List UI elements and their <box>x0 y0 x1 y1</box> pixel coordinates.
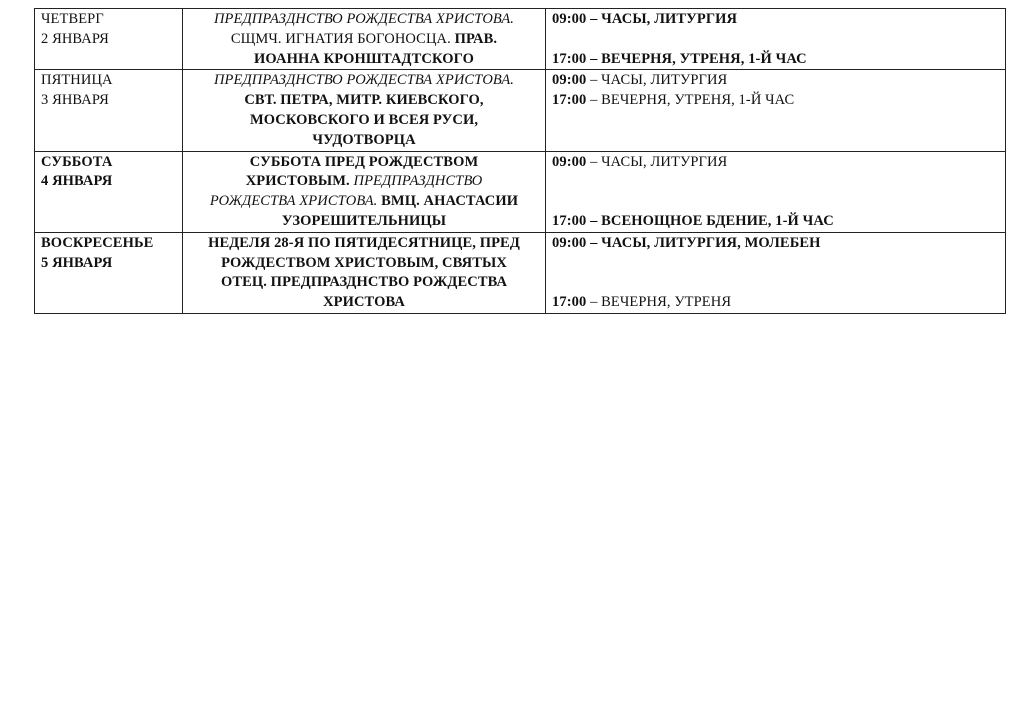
feast-text: ХРИСТОВЫМ. <box>245 173 350 190</box>
feast-line: ЧУДОТВОРЦА <box>312 131 416 148</box>
services-cell <box>546 9 1006 70</box>
service-time: 17:00 <box>552 212 587 229</box>
date-label: 2 ЯНВАРЯ <box>41 30 109 47</box>
feast-line: ОТЕЦ. ПРЕДПРАЗДНСТВО РОЖДЕСТВА <box>220 274 508 291</box>
feast-text: СЩМЧ. ИГНАТИЯ БОГОНОСЦА. <box>230 30 451 47</box>
feast-text: РОЖДЕСТВА ХРИСТОВА. <box>209 193 378 210</box>
feast-line: РОЖДЕСТВОМ ХРИСТОВЫМ, СВЯТЫХ <box>221 254 507 271</box>
service-time: 09:00 <box>552 72 587 89</box>
services-cell <box>546 70 1006 151</box>
weekday-label: СУББОТА <box>41 153 113 170</box>
service-time: 17:00 <box>552 92 587 109</box>
feast-cell <box>183 9 546 70</box>
day-cell <box>35 232 183 313</box>
feast-text: ПРЕДПРАЗДНСТВО <box>353 173 483 190</box>
date-label: 4 ЯНВАРЯ <box>41 173 113 190</box>
day-cell <box>35 9 183 70</box>
service-description: – ВЕЧЕРНЯ, УТРЕНЯ, 1-Й ЧАС <box>590 92 795 109</box>
morning-service <box>552 10 999 30</box>
feast-text: ВМЦ. АНАСТАСИИ <box>381 193 519 210</box>
feast-text: ПРАВ. <box>454 30 498 47</box>
services-cell <box>546 232 1006 313</box>
service-description: – ВЕЧЕРНЯ, УТРЕНЯ, 1-Й ЧАС <box>590 50 807 67</box>
service-time: 09:00 <box>552 153 587 170</box>
evening-service <box>552 293 999 313</box>
feast-cell <box>183 232 546 313</box>
weekday-label: ПЯТНИЦА <box>41 72 113 89</box>
service-description: – ЧАСЫ, ЛИТУРГИЯ, МОЛЕБЕН <box>590 234 821 251</box>
evening-service <box>552 212 999 232</box>
feast-line: ПРЕДПРАЗДНСТВО РОЖДЕСТВА ХРИСТОВА. <box>213 11 515 27</box>
services-cell <box>546 151 1006 232</box>
feast-line: СУББОТА ПРЕД РОЖДЕСТВОМ <box>249 153 479 170</box>
feast-cell <box>183 151 546 232</box>
feast-line: УЗОРЕШИТЕЛЬНИЦЫ <box>281 212 447 229</box>
schedule-row-saturday <box>35 151 1006 232</box>
schedule-row-sunday <box>35 232 1006 313</box>
service-description: – ВЕЧЕРНЯ, УТРЕНЯ <box>590 294 732 311</box>
evening-service <box>552 91 999 111</box>
day-cell <box>35 151 183 232</box>
service-schedule-table <box>34 8 1006 314</box>
feast-line: ХРИСТОВА <box>323 294 405 311</box>
feast-line: НЕДЕЛЯ 28-Я ПО ПЯТИДЕСЯТНИЦЕ, ПРЕД <box>208 234 520 251</box>
schedule-row-thursday <box>35 9 1006 70</box>
service-description: – ЧАСЫ, ЛИТУРГИЯ <box>590 153 728 170</box>
weekday-label: ЧЕТВЕРГ <box>41 11 104 27</box>
schedule-row-friday <box>35 70 1006 151</box>
morning-service <box>552 71 999 91</box>
feast-line: ПРЕДПРАЗДНСТВО РОЖДЕСТВА ХРИСТОВА. <box>213 72 515 89</box>
feast-line: МОСКОВСКОГО И ВСЕЯ РУСИ, <box>249 111 479 128</box>
date-label: 5 ЯНВАРЯ <box>41 254 113 271</box>
evening-service <box>552 50 999 70</box>
day-cell <box>35 70 183 151</box>
service-description: – ЧАСЫ, ЛИТУРГИЯ <box>590 11 738 27</box>
feast-line: СВТ. ПЕТРА, МИТР. КИЕВСКОГО, <box>244 92 484 109</box>
service-description: – ВСЕНОЩНОЕ БДЕНИЕ, 1-Й ЧАС <box>590 212 834 229</box>
service-time: 09:00 <box>552 11 587 27</box>
feast-line: ИОАННА КРОНШТАДТСКОГО <box>254 50 474 67</box>
service-time: 17:00 <box>552 50 587 67</box>
service-description: – ЧАСЫ, ЛИТУРГИЯ <box>590 72 728 89</box>
date-label: 3 ЯНВАРЯ <box>41 92 109 109</box>
service-time: 17:00 <box>552 294 587 311</box>
weekday-label: ВОСКРЕСЕНЬЕ <box>41 234 154 251</box>
feast-cell <box>183 70 546 151</box>
morning-service <box>552 153 999 173</box>
service-time: 09:00 <box>552 234 587 251</box>
morning-service <box>552 234 999 254</box>
